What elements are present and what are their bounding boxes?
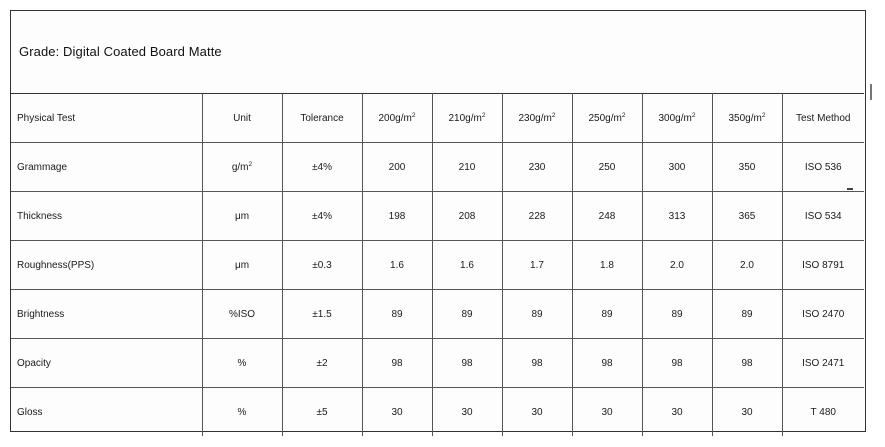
- column-header: [572, 94, 642, 143]
- test-name-cell: [11, 388, 202, 437]
- value-cell-text: 200: [388, 161, 406, 173]
- test-name-cell-text: Roughness(PPS): [17, 259, 95, 271]
- tolerance-cell-text: ±1.5: [312, 308, 332, 320]
- value-cell: [502, 290, 572, 339]
- unit-cell: [202, 143, 282, 192]
- spec-table: [11, 93, 864, 436]
- value-cell: [432, 290, 502, 339]
- value-cell: [642, 241, 712, 290]
- value-cell: [362, 192, 432, 241]
- value-cell: [432, 143, 502, 192]
- column-header-superscript: 2: [761, 111, 766, 119]
- value-cell-text: 1.7: [530, 259, 544, 271]
- test-name-cell: [11, 241, 202, 290]
- tolerance-cell-text: ±4%: [312, 210, 332, 222]
- unit-cell-text: μm: [234, 259, 250, 271]
- column-header: [432, 94, 502, 143]
- column-header: [782, 94, 864, 143]
- value-cell: [642, 388, 712, 437]
- value-cell: [502, 388, 572, 437]
- tolerance-cell: [282, 388, 362, 437]
- column-header: [282, 94, 362, 143]
- value-cell: [642, 339, 712, 388]
- value-cell: [432, 241, 502, 290]
- value-cell-text: 30: [531, 406, 543, 418]
- value-cell-text: 230: [528, 161, 546, 173]
- value-cell-text: 98: [601, 357, 613, 369]
- tolerance-cell-text: ±0.3: [312, 259, 332, 271]
- column-header-text: Test Method: [796, 112, 851, 124]
- column-header-text: 210g/m: [448, 112, 482, 124]
- unit-cell-text: g/m: [231, 161, 249, 173]
- value-cell-text: 210: [458, 161, 476, 173]
- value-cell: [572, 143, 642, 192]
- value-cell-text: 2.0: [740, 259, 754, 271]
- value-cell: [712, 339, 782, 388]
- tolerance-cell: [282, 241, 362, 290]
- value-cell: [362, 241, 432, 290]
- value-cell-text: 89: [671, 308, 683, 320]
- test-name-cell-text: Opacity: [17, 357, 51, 369]
- value-cell: [502, 143, 572, 192]
- value-cell-text: 30: [601, 406, 613, 418]
- column-header-text: 300g/m: [658, 112, 692, 124]
- grade-title: Grade: Digital Coated Board Matte: [19, 44, 222, 59]
- value-cell: [712, 143, 782, 192]
- test-method-cell: [782, 192, 864, 241]
- test-method-cell-text: ISO 2471: [802, 357, 845, 369]
- unit-cell: [202, 388, 282, 437]
- value-cell: [712, 290, 782, 339]
- test-name-cell-text: Gloss: [17, 406, 43, 418]
- value-cell-text: 228: [528, 210, 546, 222]
- value-cell-text: 89: [741, 308, 753, 320]
- value-cell-text: 98: [531, 357, 543, 369]
- value-cell-text: 89: [531, 308, 543, 320]
- scan-mark: [847, 188, 853, 190]
- column-header: [712, 94, 782, 143]
- test-method-cell: [782, 290, 864, 339]
- unit-cell-text: μm: [234, 210, 250, 222]
- value-cell: [572, 241, 642, 290]
- test-name-cell: [11, 339, 202, 388]
- tolerance-cell: [282, 339, 362, 388]
- value-cell-text: 208: [458, 210, 476, 222]
- value-cell: [362, 388, 432, 437]
- column-header-superscript: 2: [621, 111, 626, 119]
- unit-cell-text: %: [237, 357, 247, 369]
- column-header-text: Unit: [233, 112, 251, 124]
- test-method-cell: [782, 241, 864, 290]
- value-cell: [432, 192, 502, 241]
- value-cell-text: 300: [668, 161, 686, 173]
- unit-cell-text: %ISO: [228, 308, 256, 320]
- table-row: [11, 241, 864, 290]
- column-header: [11, 94, 202, 143]
- scan-mark: [870, 84, 872, 100]
- value-cell: [642, 192, 712, 241]
- table-row: [11, 290, 864, 339]
- value-cell: [712, 241, 782, 290]
- table-row: [11, 192, 864, 241]
- tolerance-cell: [282, 143, 362, 192]
- test-method-cell-text: T 480: [810, 406, 836, 418]
- value-cell-text: 89: [601, 308, 613, 320]
- value-cell: [502, 339, 572, 388]
- test-name-cell: [11, 143, 202, 192]
- value-cell: [502, 192, 572, 241]
- value-cell-text: 30: [671, 406, 683, 418]
- value-cell-text: 1.6: [390, 259, 404, 271]
- test-method-cell-text: ISO 2470: [802, 308, 845, 320]
- value-cell: [712, 388, 782, 437]
- column-header-superscript: 2: [551, 111, 556, 119]
- value-cell-text: 1.6: [460, 259, 474, 271]
- value-cell: [502, 241, 572, 290]
- tolerance-cell: [282, 192, 362, 241]
- value-cell-text: 365: [738, 210, 756, 222]
- column-header-text: 350g/m: [728, 112, 762, 124]
- value-cell: [432, 388, 502, 437]
- unit-cell: [202, 290, 282, 339]
- tolerance-cell: [282, 290, 362, 339]
- value-cell-text: 89: [461, 308, 473, 320]
- value-cell-text: 98: [741, 357, 753, 369]
- test-name-cell-text: Grammage: [17, 161, 68, 173]
- value-cell: [572, 290, 642, 339]
- column-header-superscript: 2: [411, 111, 416, 119]
- unit-cell: [202, 339, 282, 388]
- tolerance-cell-text: ±5: [316, 406, 328, 418]
- value-cell: [572, 339, 642, 388]
- column-header-text: 200g/m: [378, 112, 412, 124]
- test-method-cell: [782, 388, 864, 437]
- column-header: [502, 94, 572, 143]
- unit-cell-superscript: 2: [248, 160, 253, 168]
- column-header-text: Physical Test: [17, 112, 76, 124]
- table-row: [11, 388, 864, 437]
- column-header-text: 250g/m: [588, 112, 622, 124]
- column-header-superscript: 2: [481, 111, 486, 119]
- value-cell-text: 198: [388, 210, 406, 222]
- column-header: [642, 94, 712, 143]
- value-cell: [572, 388, 642, 437]
- value-cell: [362, 143, 432, 192]
- value-cell-text: 30: [461, 406, 473, 418]
- test-method-cell: [782, 339, 864, 388]
- value-cell-text: 313: [668, 210, 686, 222]
- table-row: [11, 339, 864, 388]
- column-header-superscript: 2: [691, 111, 696, 119]
- tolerance-cell-text: ±2: [316, 357, 328, 369]
- test-method-cell-text: ISO 536: [804, 161, 842, 173]
- test-name-cell-text: Thickness: [17, 210, 63, 222]
- column-header-text: 230g/m: [518, 112, 552, 124]
- value-cell: [432, 339, 502, 388]
- value-cell-text: 1.8: [600, 259, 614, 271]
- value-cell: [642, 290, 712, 339]
- spec-table-body: [11, 94, 864, 437]
- value-cell: [362, 290, 432, 339]
- value-cell-text: 250: [598, 161, 616, 173]
- value-cell: [642, 143, 712, 192]
- unit-cell: [202, 192, 282, 241]
- value-cell-text: 248: [598, 210, 616, 222]
- column-header: [362, 94, 432, 143]
- column-header: [202, 94, 282, 143]
- value-cell-text: 2.0: [670, 259, 684, 271]
- test-name-cell-text: Brightness: [17, 308, 65, 320]
- unit-cell: [202, 241, 282, 290]
- value-cell: [712, 192, 782, 241]
- test-name-cell: [11, 290, 202, 339]
- test-method-cell-text: ISO 8791: [802, 259, 845, 271]
- value-cell-text: 98: [391, 357, 403, 369]
- table-row: [11, 143, 864, 192]
- value-cell-text: 30: [741, 406, 753, 418]
- spec-sheet: [10, 10, 866, 432]
- header-row: [11, 94, 864, 143]
- value-cell-text: 350: [738, 161, 756, 173]
- value-cell-text: 98: [671, 357, 683, 369]
- value-cell-text: 30: [391, 406, 403, 418]
- unit-cell-text: %: [237, 406, 247, 418]
- tolerance-cell-text: ±4%: [312, 161, 332, 173]
- value-cell-text: 89: [391, 308, 403, 320]
- value-cell-text: 98: [461, 357, 473, 369]
- test-method-cell: [782, 143, 864, 192]
- test-name-cell: [11, 192, 202, 241]
- value-cell: [362, 339, 432, 388]
- column-header-text: Tolerance: [300, 112, 344, 124]
- value-cell: [572, 192, 642, 241]
- test-method-cell-text: ISO 534: [804, 210, 842, 222]
